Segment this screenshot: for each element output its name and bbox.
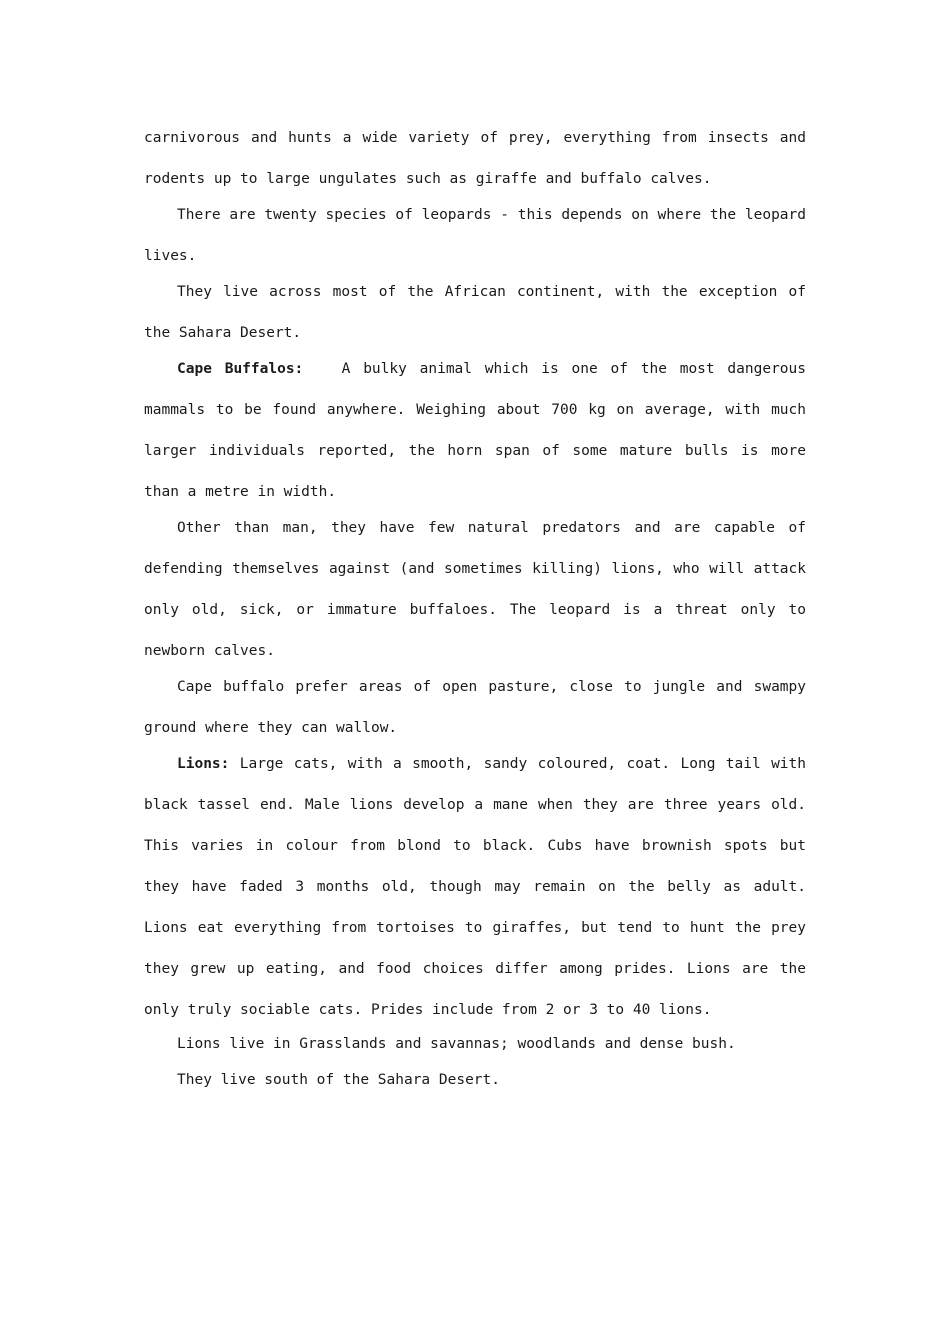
paragraph-text: Lions live in Grasslands and savannas; woodlands and dense bush. [177, 1036, 736, 1052]
paragraph-lion-range [144, 1062, 806, 1098]
paragraph-text: There are twenty species of leopards - this depends on where the leopard lives. [144, 207, 806, 264]
paragraph-leopard-diet [144, 118, 806, 200]
paragraph-text: Large cats, with a smooth, sandy coloured, coat. Long tail with black tassel end. Male lions develop a mane when they are three years old. This varies in colour from blond to black. Cubs have brownish spots but they have faded 3 months old, though may remain on the belly as adult. Lions eat everything from tortoises to giraffes, but tend to hunt the prey they grew up eating, and food choices differ among prides. Lions are the only truly sociable cats. Prides include from 2 or 3 to 40 lions. [144, 756, 806, 1018]
paragraph-text: They live across most of the African continent, with the exception of the Sahara Desert. [144, 284, 806, 341]
paragraph-text: Other than man, they have few natural predators and are capable of defending themselves against (and sometimes killing) lions, who will attack only old, sick, or immature buffaloes. The leopard is a threat only to newborn calves. [144, 520, 806, 659]
paragraph-text: A bulky animal which is one of the most dangerous mammals to be found anywhere. Weighing about 700 kg on average, with much larger individuals reported, the horn span of some mature bulls is more than a metre in width. [144, 361, 806, 500]
paragraph-lions [144, 744, 806, 1031]
paragraph-text: They live south of the Sahara Desert. [177, 1072, 501, 1088]
paragraph-text: Cape buffalo prefer areas of open pasture, close to jungle and swampy ground where they can wallow. [144, 679, 806, 736]
paragraph-leopard-species [144, 195, 806, 277]
paragraph-leopard-range [144, 272, 806, 354]
document-page [144, 118, 806, 1098]
paragraph-buffalo-habitat [144, 667, 806, 749]
paragraph-cape-buffalos [144, 349, 806, 513]
paragraph-lion-habitat [144, 1026, 806, 1062]
section-lead-cape-buffalos: Cape Buffalos: [177, 361, 304, 377]
section-lead-lions: Lions: [177, 756, 230, 772]
paragraph-text: carnivorous and hunts a wide variety of prey, everything from insects and rodents up to large ungulates such as giraffe and buffalo calves. [144, 130, 806, 187]
paragraph-buffalo-predators [144, 508, 806, 672]
